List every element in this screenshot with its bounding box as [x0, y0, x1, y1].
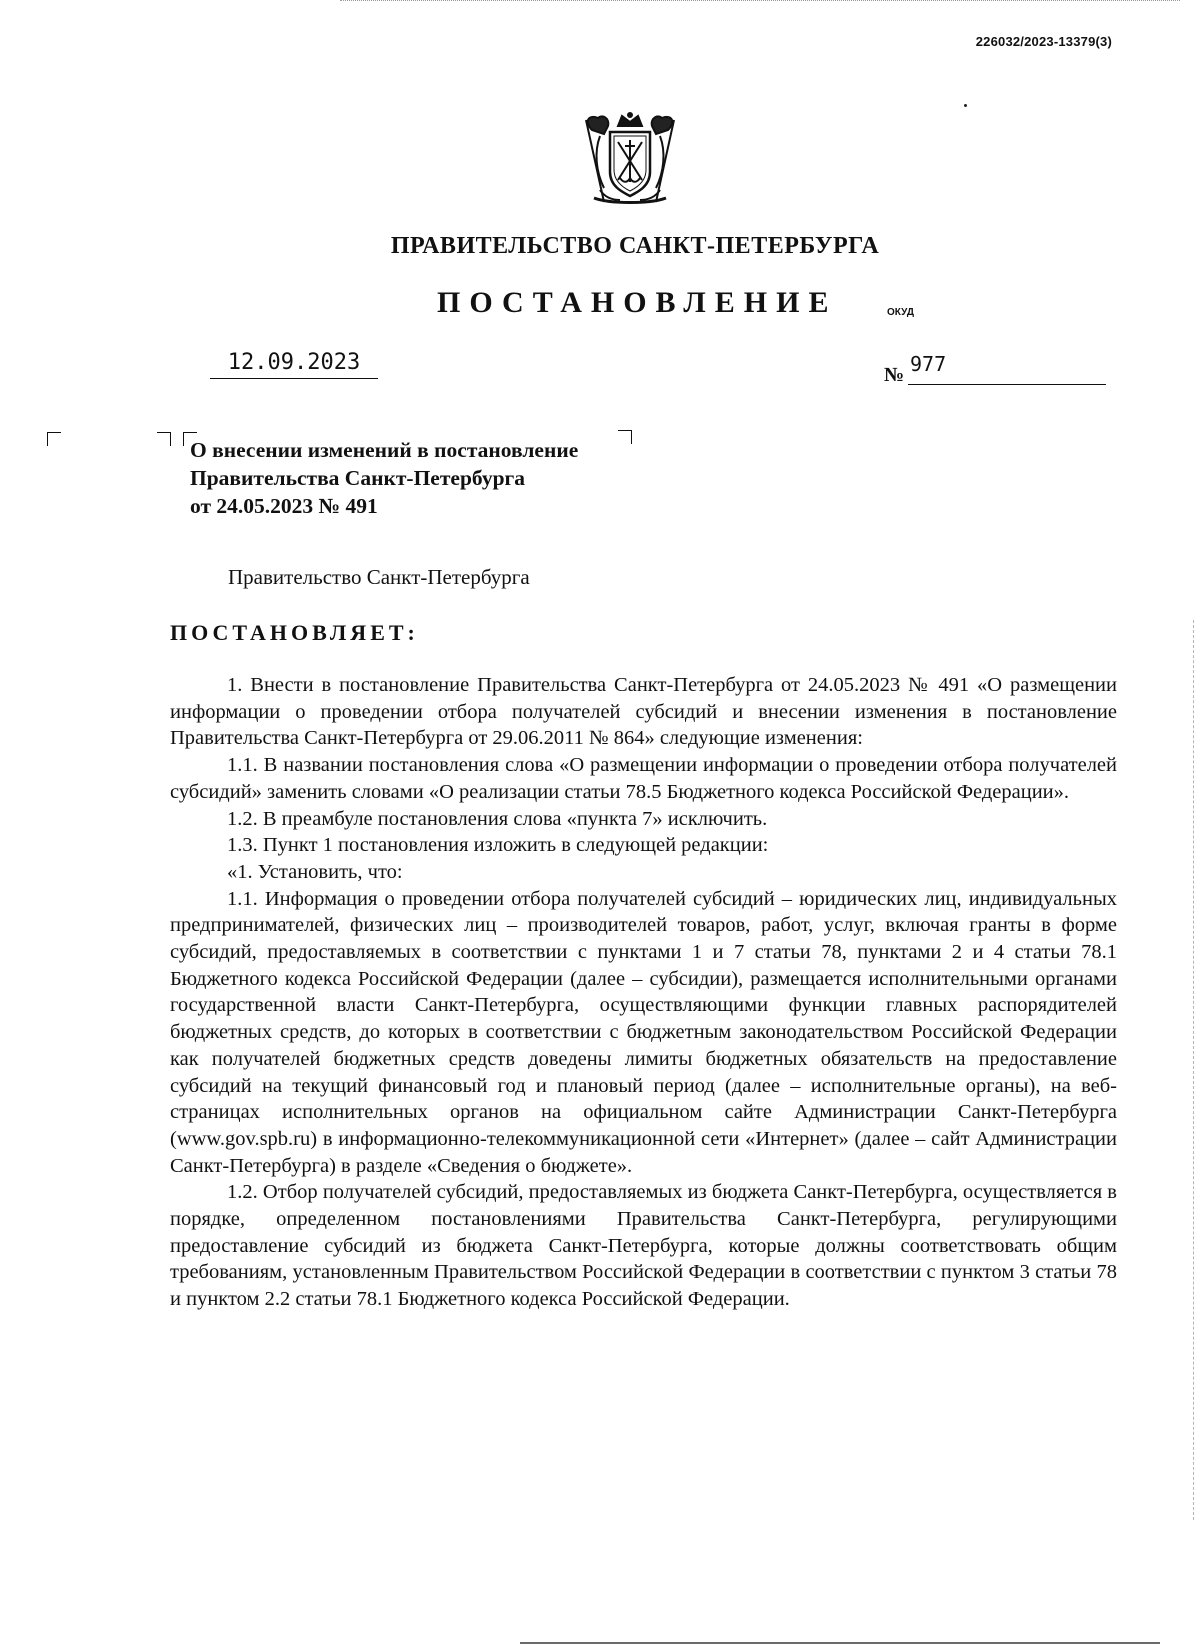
body-paragraph: 1. Внести в постановление Правительства Санкт-Петербурга от 24.05.2023 № 491 «О размещении информации о проведении отбора получателей субсидий и внесении изменения в постановление Правительства Санкт-Петербурга от 29.06.2011 № 864» следующие изменения: [170, 674, 1117, 750]
scan-edge-bottom [520, 1642, 1160, 1644]
subject-bracket-close [618, 430, 632, 444]
resolves-heading: ПОСТАНОВЛЯЕТ: [170, 620, 419, 645]
document-type-heading: ПОСТАНОВЛЕНИЕ [437, 286, 838, 319]
registration-number: 226032/2023-13379(3) [975, 34, 1112, 49]
document-body [170, 672, 1117, 1313]
subject-line: Правительства Санкт-Петербурга [190, 466, 526, 490]
body-paragraph: «1. Установить, что: [227, 860, 403, 883]
subject-line: О внесении изменений в постановление [190, 438, 579, 462]
margin-bracket-left [47, 432, 61, 446]
subject-bracket-open [157, 432, 171, 446]
body-paragraph: 1.3. Пункт 1 постановления изложить в следующей редакции: [227, 834, 769, 857]
document-subject [190, 436, 578, 520]
okud-label: ОКУД [887, 307, 914, 318]
body-paragraph: 1.1. В названии постановления слова «О размещении информации о проведении отбора получателей субсидий» заменить словами «О реализации статьи 78.5 Бюджетного кодекса Российской Федерации». [170, 754, 1117, 803]
body-paragraph: 1.1. Информация о проведении отбора получателей субсидий – юридических лиц, индивидуальных предпринимателей, физических лиц – производителей товаров, работ, услуг, включая гранты в форме субсидий, предоставляемых в соответствии с пунктами 1 и 7 статьи 78, пунктами 2 и 4 статьи 78.1 Бюджетного кодекса Российской Федерации (далее – субсидии), размещается исполнительными органами государственной власти Санкт-Петербурга, осуществляющими функции главных распорядителей бюджетных средств, до которых в соответствии с бюджетным законодательством Российской Федерации как получателей бюджетных средств доведены лимиты бюджетных обязательств на предоставление субсидий на текущий финансовый год и плановый период (далее – исполнительные органы), на веб-страницах исполнительных органов на официальном сайте Администрации Санкт-Петербурга (www.gov.spb.ru) в информационно-телекоммуникационной сети «Интернет» (далее – сайт Администрации Санкт-Петербурга) в разделе «Сведения о бюджете». [170, 887, 1117, 1177]
saint-petersburg-coat-of-arms-icon [580, 112, 680, 208]
scan-artifact-top [340, 0, 1180, 7]
scan-edge-right [1191, 620, 1194, 1520]
subject-line: от 24.05.2023 № 491 [190, 494, 378, 518]
number-sign: № [884, 364, 905, 386]
body-paragraph: 1.2. Отбор получателей субсидий, предоставляемых из бюджета Санкт-Петербурга, осуществляется в порядке, определенном постановлениями Правительства Санкт-Петербурга, регулирующими предоставление субсидий из бюджета Санкт-Петербурга, которые должны соответствовать общим требованиям, установленным Правительством Российской Федерации в соответствии с пунктом 3 статьи 78 и пунктом 2.2 статьи 78.1 Бюджетного кодекса Российской Федерации. [170, 1181, 1117, 1311]
document-date: 12.09.2023 [210, 350, 378, 379]
scan-speck [964, 104, 967, 107]
body-paragraph: 1.2. В преамбуле постановления слова «пункта 7» исключить. [227, 807, 768, 830]
document-number: 977 [908, 352, 1106, 385]
government-title: ПРАВИТЕЛЬСТВО САНКТ-ПЕТЕРБУРГА [390, 233, 880, 259]
preamble: Правительство Санкт-Петербурга [228, 565, 530, 589]
